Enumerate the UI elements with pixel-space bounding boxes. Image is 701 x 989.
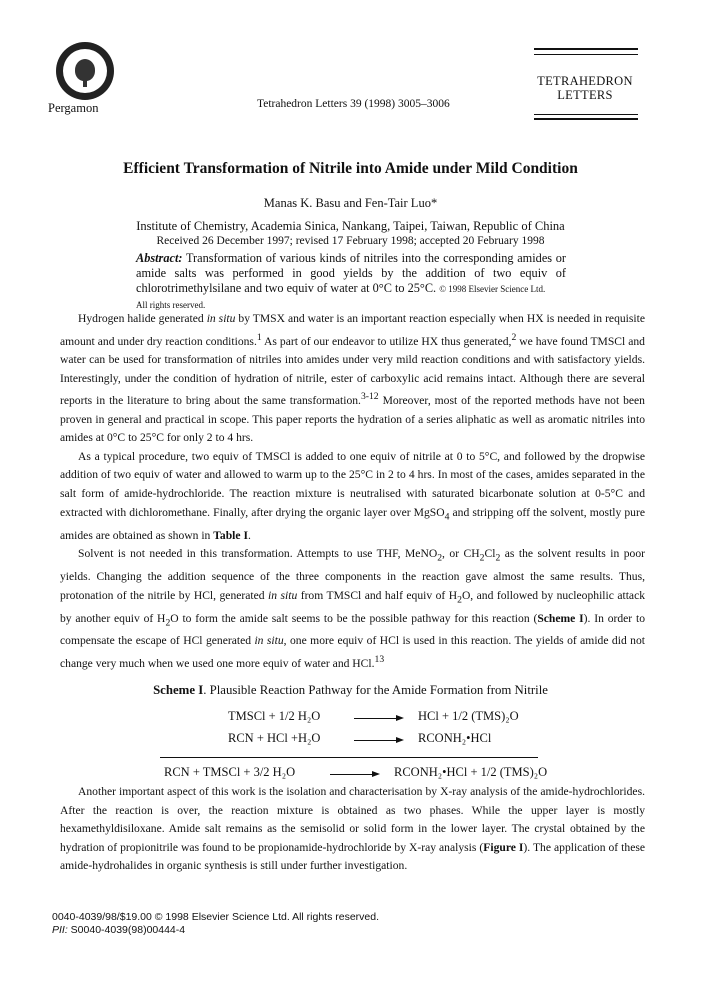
masthead-rule-top-2: [534, 54, 638, 55]
masthead-rule-bottom: [534, 114, 638, 115]
all-rights-reserved: All rights reserved.: [136, 300, 206, 310]
reaction-3-arrow: [330, 774, 374, 775]
paragraph-2: As a typical procedure, two equiv of TMSCl is added to one equiv of nitrile at 0 to 5°C, and followed by the dropwise addition of two equiv of water and allowed to warm up to the 25°C in 2 to 4 hrs. In most of the cases, amides separated in the salt form of amide-hydrochloride. The reaction mixture is neutralised with saturated bicarbonate solution at 0-5°C and extracted with dichloromethane. Finally, after drying the organic layer over MgSO$_4$ and stripping off the solvent, mostly pure amides are obtained as shown in Table I.: [60, 449, 645, 542]
reaction-1-arrow: [354, 718, 398, 719]
reaction-2-right: RCONH₂•HCl: [418, 731, 492, 745]
scheme-ref: Scheme I: [537, 611, 584, 625]
body-text-bottom: [60, 783, 645, 876]
body-text-top: [60, 310, 645, 674]
reaction-1-arrowhead: [396, 715, 404, 721]
masthead-line-2: LETTERS: [557, 88, 613, 102]
footer-copyright: 0040-4039/98/$19.00 © 1998 Elsevier Science Ltd. All rights reserved.: [52, 911, 380, 923]
page-footer: [52, 911, 379, 937]
article-title: Efficient Transformation of Nitrile into Amide under Mild Condition: [123, 160, 578, 177]
scheme-sum-line: [160, 757, 538, 758]
reaction-1-left: TMSCl + 1/2 H₂O: [228, 709, 321, 723]
abstract: [136, 251, 566, 313]
footer-pii: [52, 924, 379, 937]
reaction-1-right: HCl + 1/2 (TMS)₂O: [418, 709, 519, 723]
masthead-rule-bottom-2: [534, 118, 638, 120]
paragraph-1: Hydrogen halide generated in situ by TMSX and water is an important reaction especially when HX is needed in requisite amount and under dry reaction conditions.$^1$ As part of our endeavor to utilize HX thus generated,$^2$ we have found TMSCl and water can be used for transformation of nitriles into amides under very mild reaction conditions and with satisfactory yields. Interestingly, under the condition of hydration of nitrile, ester of carboxylic acid remains intact. Although there are several reports in the literature to bring about the same transformation.$^{3-12}$ Moreover, most of the reported methods have not been proven in general and practical in scope. This paper reports the hydration of a series aliphatic as well as aromatic nitriles into amides at 0°C to 25°C for only 2 to 4 hrs.: [60, 312, 645, 445]
reaction-2-left: RCN + HCl +H₂O: [228, 731, 321, 745]
abstract-label: Abstract:: [136, 251, 183, 265]
paragraph-4: Another important aspect of this work is the isolation and characterisation by X-ray analysis of the amide-hydrochlorides. After the reaction is over, the reaction mixture is obtained as two phases. While the upper layer is mostly hexamethyldisiloxane. Amide salt remains as the semisolid or solid form in the lower layer. The crystal obtained by the hydration of propionitrile was found to be propionamide-hydrochloride by X-ray analysis (Figure I). The application of these amide-hydrohalides in organic synthesis is still under further investigation.: [60, 785, 645, 873]
pii-label: PII:: [52, 924, 68, 936]
publisher-name: Pergamon: [48, 101, 99, 115]
paragraph-3: Solvent is not needed in this transformation. Attempts to use THF, MeNO$_2$, or $CH_2Cl_2$ as the solvent results in poor yields. Changing the addition sequence of the three components in the reaction gave almost the same results. Thus, protonation of the nitrile by HCl, generated in situ from TMSCl and half equiv of $H_2O$, and followed by nucleophilic attack by another equiv of $H_2O$ to form the amide salt seems to be the possible pathway for this reaction (Scheme I). In order to compensate the escape of HCl generated in situ, one more equiv of HCl is used in this reaction. The yields of amide did not change very much when we used one more equiv of water and HCl.$^{13}$: [60, 547, 646, 670]
journal-reference: Tetrahedron Letters 39 (1998) 3005–3006: [257, 98, 450, 110]
table-ref: Table I: [213, 528, 248, 542]
reaction-3-left: RCN + TMSCl + 3/2 H₂O: [164, 765, 296, 779]
reaction-2-arrowhead: [396, 737, 404, 743]
reaction-2-arrow: [354, 740, 398, 741]
abstract-text: Transformation of various kinds of nitriles into the corresponding amides or amide salts was performed in good yields by the addition of two equiv of chlorotrimethylsilane and two equiv of water at 0°C to 25°C.: [136, 251, 566, 295]
reaction-3-arrowhead: [372, 771, 380, 777]
journal-masthead: [525, 74, 645, 102]
author-affiliation: Institute of Chemistry, Academia Sinica, Nankang, Taipei, Taiwan, Republic of China: [136, 219, 565, 233]
article-authors: Manas K. Basu and Fen-Tair Luo*: [263, 196, 438, 210]
figure-ref: Figure I: [483, 840, 524, 854]
scheme-caption: Scheme I. Plausible Reaction Pathway for the Amide Formation from Nitrile: [153, 683, 548, 697]
pii-value: S0040-4039(98)00444-4: [67, 924, 186, 936]
submission-dates: Received 26 December 1997; revised 17 February 1998; accepted 20 February 1998: [156, 235, 545, 247]
elsevier-tree-logo: [56, 42, 114, 100]
masthead-line-1: TETRAHEDRON: [537, 74, 633, 88]
masthead-rule-top: [534, 48, 638, 50]
scheme-label: Scheme I: [153, 683, 204, 697]
reaction-3-right: RCONH₂•HCl + 1/2 (TMS)₂O: [394, 765, 548, 779]
abstract-copyright: © 1998 Elsevier Science Ltd.: [439, 284, 546, 294]
